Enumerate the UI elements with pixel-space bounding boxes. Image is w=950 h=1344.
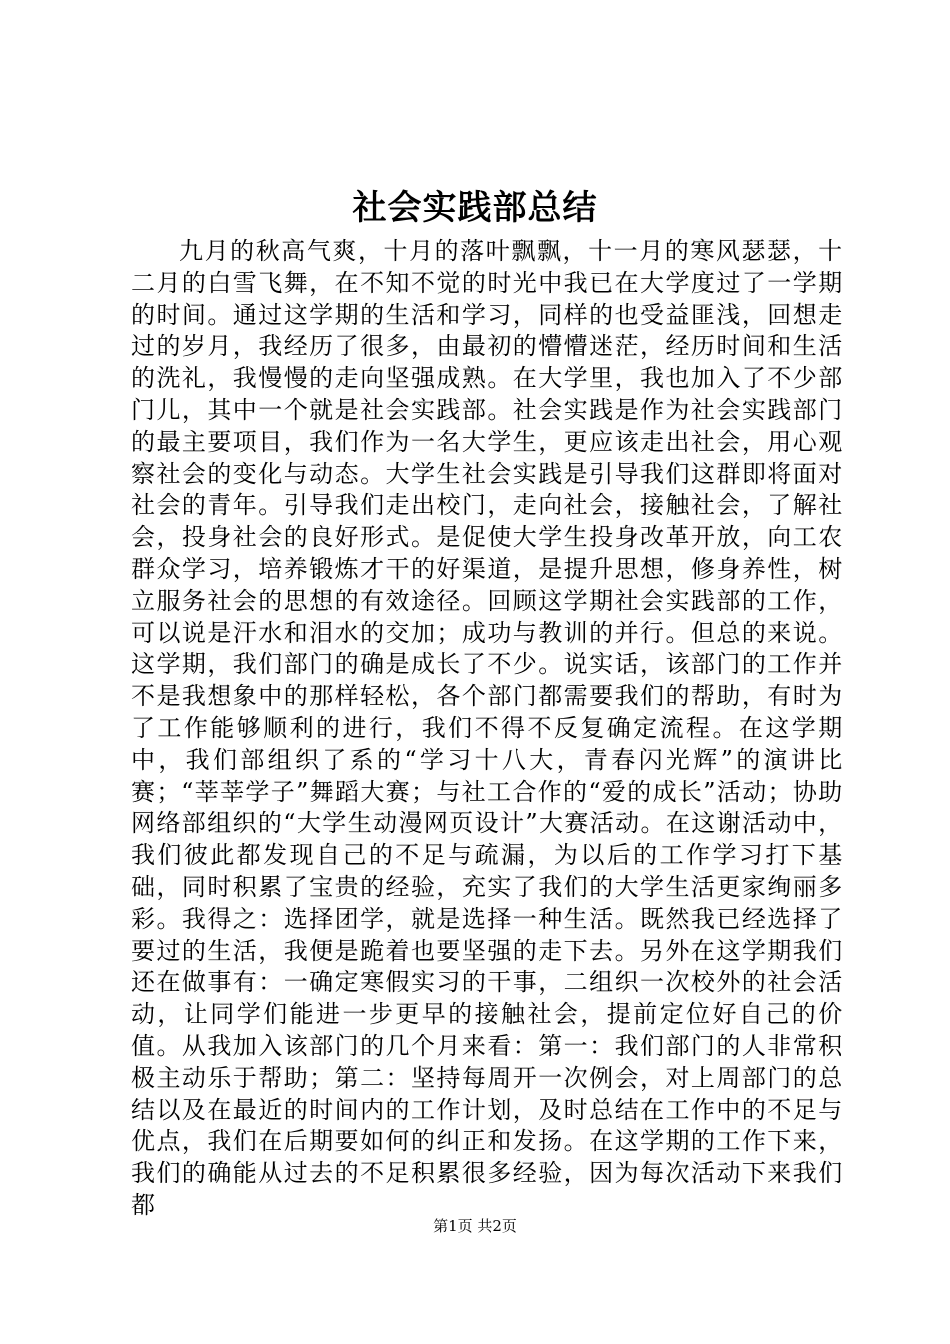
document-body-paragraph: 九月的秋高气爽，十月的落叶飘飘，十一月的寒风瑟瑟，十二月的白雪飞舞，在不知不觉的时光中我已在大学度过了一学期的时间。通过这学期的生活和学习，同样的也受益匪浅，回想走过的岁月，我经历了很多，由最初的懵懵迷茫，经历时间和生活的洗礼，我慢慢的走向坚强成熟。在大学里，我也加入了不少部门儿，其中一个就是社会实践部。社会实践是作为社会实践部门的最主要项目，我们作为一名大学生，更应该走出社会，用心观察社会的变化与动态。大学生社会实践是引导我们这群即将面对社会的青年。引导我们走出校门，走向社会，接触社会，了解社会，投身社会的良好形式。是促使大学生投身改革开放，向工农群众学习，培养锻炼才干的好渠道，是提升思想，修身养性，树立服务社会的思想的有效途径。回顾这学期社会实践部的工作，可以说是汗水和泪水的交加；成功与教训的并行。但总的来说。这学期，我们部门的确是成长了不少。说实话，该部门的工作并不是我想象中的那样轻松，各个部门都需要我们的帮助，有时为了工作能够顺利的进行，我们不得不反复确定流程。在这学期中，我们部组织了系的“学习十八大，青春闪光辉”的演讲比赛；“莘莘学子”舞蹈大赛；与社工合作的“爱的成长”活动；协助网络部组织的“大学生动漫网页设计”大赛活动。在这谢活动中，我们彼此都发现自己的不足与疏漏，为以后的工作学习打下基础，同时积累了宝贵的经验，充实了我们的大学生活更家绚丽多彩。我得之：选择团学，就是选择一种生活。既然我已经选择了要过的生活，我便是跪着也要坚强的走下去。另外在这学期我们还在做事有：一确定寒假实习的干事，二组织一次校外的社会活动，让同学们能进一步更早的接触社会，提前定位好自己的价值。从我加入该部门的几个月来看：第一：我们部门的人非常积极主动乐于帮助；第二：坚持每周开一次例会，对上周部门的总结以及在最近的时间内的工作计划，及时总结在工作中的不足与优点，我们在后期要如何的纠正和发扬。在这学期的工作下来，我们的确能从过去的不足积累很多经验，因为每次活动下来我们都	[131, 237, 843, 1219]
page-number-footer: 第1页 共2页	[433, 1217, 517, 1235]
document-title: 社会实践部总结	[352, 188, 598, 228]
